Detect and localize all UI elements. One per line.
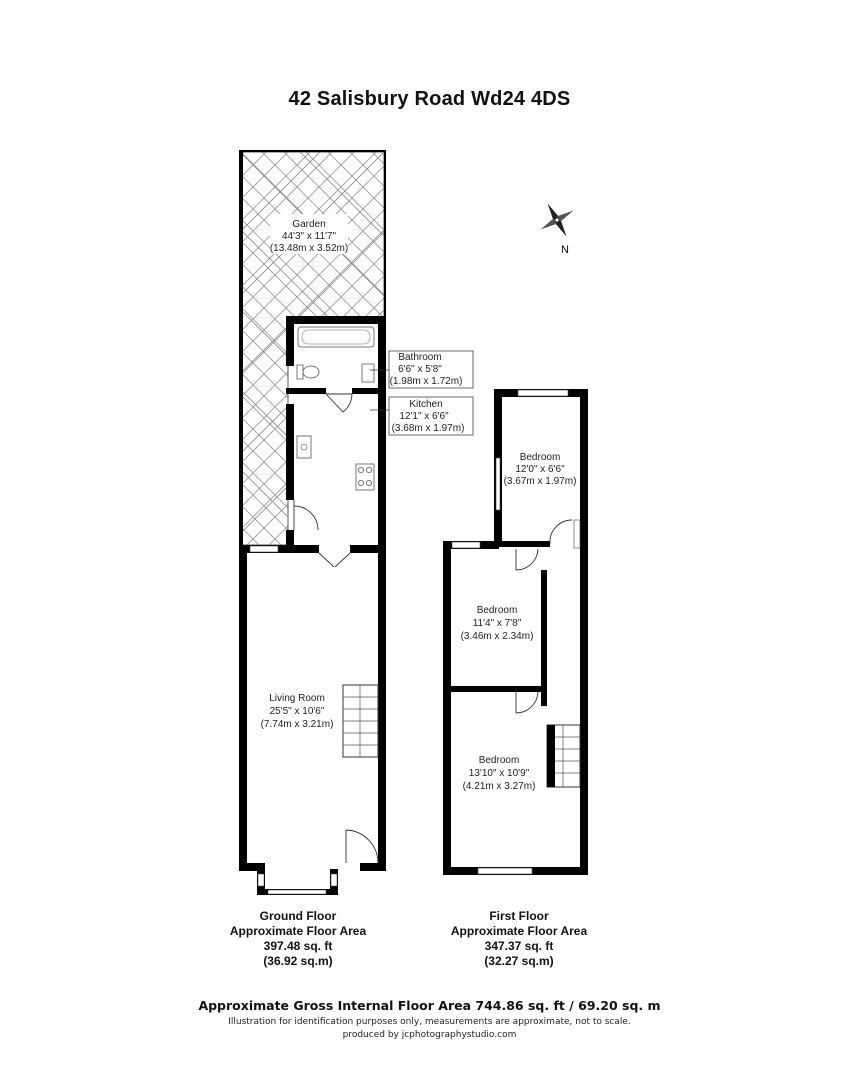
bedroom1-metric: (3.67m x 1.97m) — [503, 476, 577, 487]
bedroom2-imperial: 11'4" x 7'8" — [472, 618, 522, 629]
compass-rose-icon — [531, 194, 583, 246]
page-title: 42 Salisbury Road Wd24 4DS — [288, 88, 571, 110]
kitchen-name: Kitchen — [409, 399, 443, 410]
living-room — [239, 545, 386, 895]
first-floor-area-label: Approximate Floor Area — [450, 924, 588, 938]
garden-imperial: 44'3" x 11'7" — [281, 231, 337, 242]
gross-area: Approximate Gross Internal Floor Area 744.86 sq. ft / 69.20 sq. m — [198, 998, 661, 1013]
living-metric: (7.74m x 3.21m) — [260, 719, 334, 730]
bathroom-callout — [389, 351, 473, 388]
bathroom-metric: (1.98m x 1.72m) — [389, 376, 463, 387]
ground-floor-rear — [286, 316, 386, 552]
ground-floor-sqm: (36.92 sq.m) — [263, 954, 333, 968]
credit: produced by jcphotographystudio.com — [342, 1030, 517, 1040]
bathroom-name: Bathroom — [398, 352, 442, 363]
ground-floor-area-label: Approximate Floor Area — [229, 924, 367, 938]
bedroom1-imperial: 12'0" x 6'6" — [515, 464, 565, 475]
first-floor-summary — [438, 909, 600, 969]
ground-floor-summary — [218, 909, 378, 969]
kitchen-metric: (3.68m x 1.97m) — [391, 423, 465, 434]
bedroom1-name: Bedroom — [519, 452, 561, 463]
first-floor-name: First Floor — [489, 909, 549, 923]
bathroom-imperial: 6'6" x 5'8" — [398, 364, 442, 375]
ground-floor-name: Ground Floor — [259, 909, 337, 923]
kitchen-callout — [389, 397, 473, 435]
bedroom2-name: Bedroom — [476, 605, 518, 616]
ground-floor-sqft: 397.48 sq. ft — [263, 939, 333, 953]
disclaimer: Illustration for identification purposes only, measurements are approximate, not to scale. — [228, 1017, 631, 1027]
living-name: Living Room — [269, 693, 325, 704]
first-floor-sqft: 347.37 sq. ft — [484, 939, 554, 953]
bedroom3-name: Bedroom — [478, 755, 520, 766]
bedroom2-metric: (3.46m x 2.34m) — [460, 631, 534, 642]
living-imperial: 25'5" x 10'6" — [269, 706, 325, 717]
first-floor-sqm: (32.27 sq.m) — [484, 954, 554, 968]
bedroom3-imperial: 13'10" x 10'9" — [468, 768, 530, 779]
bedroom3-metric: (4.21m x 3.27m) — [462, 781, 536, 792]
garden-metric: (13.48m x 3.52m) — [269, 243, 349, 254]
kitchen-imperial: 12'1" x 6'6" — [399, 411, 449, 422]
north-label: N — [561, 244, 569, 256]
garden-name: Garden — [292, 219, 326, 230]
